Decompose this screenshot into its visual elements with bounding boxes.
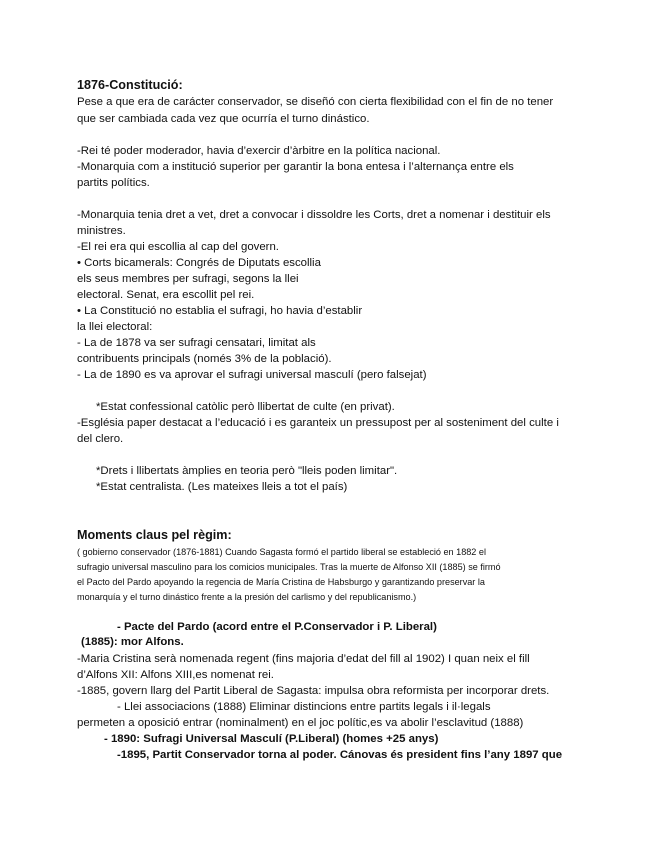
text-line: *Drets i llibertats àmplies en teoria però "lleis poden limitar". <box>96 465 398 477</box>
text-line: - La de 1890 es va aprovar el sufragi universal masculí (pero falsejat) <box>77 369 427 381</box>
text-line: contribuents principals (només 3% de la població). <box>77 353 332 365</box>
small-text-line: el Pacto del Pardo apoyando la regencia de María Cristina de Habsburgo y garantizando preservar la <box>77 577 485 587</box>
text-line: • La Constitució no establia el sufragi, ho havia d’establir <box>77 305 363 317</box>
text-line: -Monarquia com a institució superior per garantir la bona entesa i l’alternança entre els <box>77 161 514 173</box>
text-line: - Pacte del Pardo (acord entre el P.Conservador i P. Liberal) <box>117 621 437 633</box>
text-line: - Llei associacions (1888) Eliminar distincions entre partits legals i il·legals <box>117 701 491 713</box>
text-line: la llei electoral: <box>77 321 153 333</box>
text-line: *Estat confessional catòlic però llibertat de culte (en privat). <box>96 401 395 413</box>
text-line: Pese a que era de carácter conservador, se diseñó con cierta flexibilidad con el fin de no tener <box>77 96 554 108</box>
text-line: • Corts bicamerals: Congrés de Diputats escollia <box>77 257 321 269</box>
text-line: (1885): mor Alfons. <box>81 636 184 648</box>
text-line: -Rei té poder moderador, havia d’exercir d’àrbitre en la política nacional. <box>77 145 441 157</box>
text-line: -El rei era qui escollia al cap del govern. <box>77 241 279 253</box>
text-line: -Maria Cristina serà nomenada regent (fins majoria d’edat del fill al 1902) I quan neix el fill <box>77 653 530 665</box>
text-line: que ser cambiada cada vez que ocurría el turno dinástico. <box>77 113 370 125</box>
small-text-line: ( gobierno conservador (1876-1881) Cuando Sagasta formó el partido liberal se estableció en 1882 el <box>77 547 486 557</box>
text-line: -1895, Partit Conservador torna al poder. Cánovas és president fins l’any 1897 que <box>117 749 563 761</box>
small-text-line: sufragio universal masculino para los comicios municipales. Tras la muerte de Alfonso XII (1885) se firmó <box>77 562 501 572</box>
text-line: del clero. <box>77 433 124 445</box>
text-line: ministres. <box>77 225 126 237</box>
text-line: partits polítics. <box>77 177 150 189</box>
text-line: d’Alfons XII: Alfons XIII,es nomenat rei. <box>77 669 274 681</box>
text-line: -Església paper destacat a l’educació i es garanteix un pressupost per al sosteniment del culte i <box>77 417 559 429</box>
text-line: electoral. Senat, era escollit pel rei. <box>77 289 255 301</box>
text-line: -Monarquia tenia dret a vet, dret a convocar i dissoldre les Corts, dret a nomenar i destituir els <box>77 209 551 221</box>
text-line: - 1890: Sufragi Universal Masculí (P.Liberal) (homes +25 anys) <box>104 733 439 745</box>
key-moments-heading: Moments claus pel règim: <box>77 528 232 542</box>
text-line: - La de 1878 va ser sufragi censatari, limitat als <box>77 337 316 349</box>
text-line: -1885, govern llarg del Partit Liberal de Sagasta: impulsa obra reformista per incorporar drets. <box>77 685 550 697</box>
text-line: *Estat centralista. (Les mateixes lleis a tot el país) <box>96 481 348 493</box>
small-text-line: monarquía y el turno dinástico frente a la presión del carlismo y del republicanismo.) <box>77 592 417 602</box>
text-line: permeten a oposició entrar (nominalment) en el joc polític,es va abolir l’esclavitud (1888) <box>77 717 524 729</box>
constitution-heading: 1876-Constitució: <box>77 78 183 92</box>
text-line: els seus membres per sufragi, segons la llei <box>77 273 299 285</box>
